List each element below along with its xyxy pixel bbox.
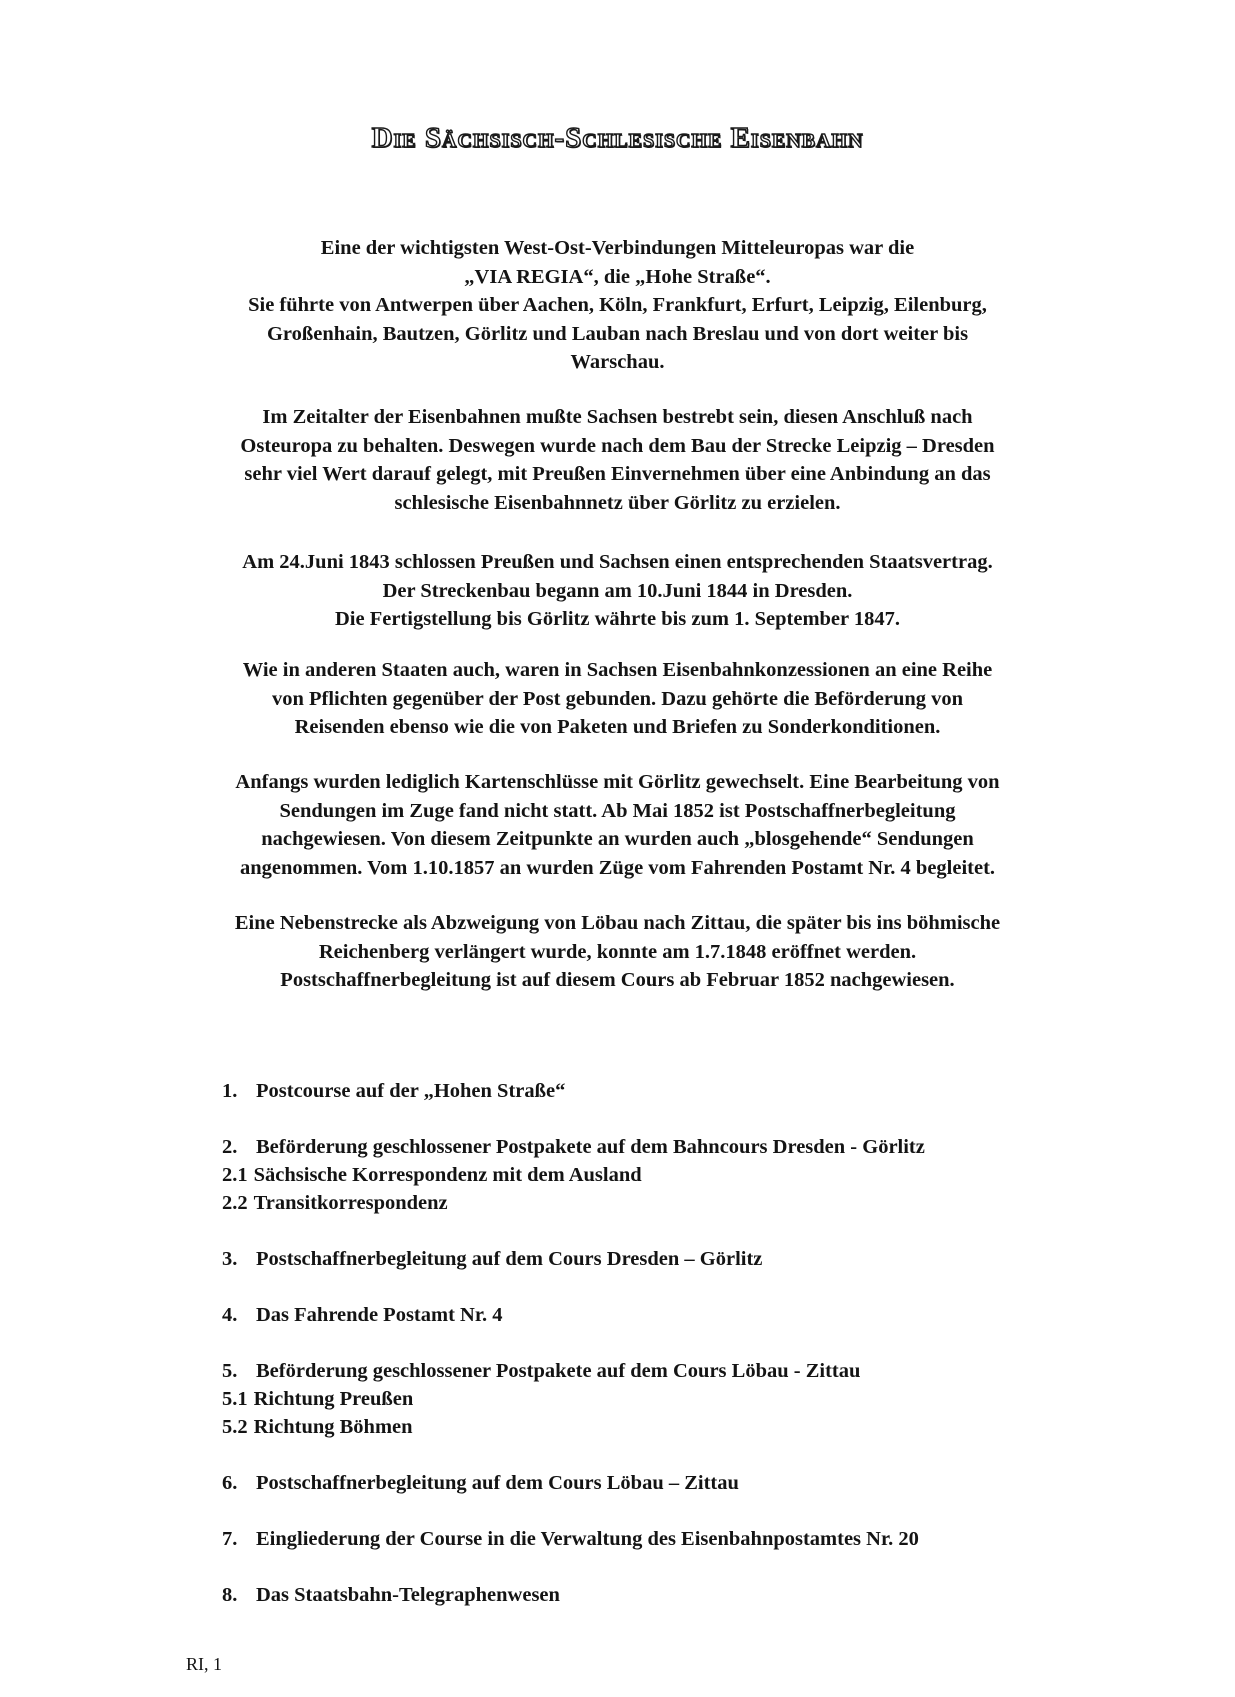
text-line: schlesische Eisenbahnnetz über Görlitz zu erzielen. [394,491,841,514]
toc-item-6 [222,1469,1122,1497]
toc-number: 8. [222,1584,238,1606]
text-line: nachgewiesen. Von diesem Zeitpunkte an wurden auch „blosgehende“ Sendungen [261,828,974,850]
toc-item-8 [222,1581,1122,1609]
toc-number: 2.2 [222,1192,248,1214]
toc-number: 7. [222,1528,238,1550]
toc-number: 3. [222,1248,238,1270]
toc-text: Richtung Preußen [253,1388,414,1410]
toc-text: Beförderung geschlossener Postpakete auf dem Bahncours Dresden - Görlitz [256,1136,925,1158]
text-line: Anfangs wurden lediglich Kartenschlüsse mit Görlitz gewechselt. Eine Bearbeitung von [235,771,1000,793]
toc-text: Richtung Böhmen [253,1416,413,1438]
text-line: „VIA REGIA“, die „Hohe Straße“. [464,265,771,288]
toc-number: 4. [222,1304,238,1326]
toc-number: 5.1 [222,1388,248,1410]
text-line: Großenhain, Bautzen, Görlitz und Lauban nach Breslau und von dort weiter bis [266,322,969,345]
paragraph-eisenbahnzeitalter [150,403,1085,517]
paragraph-via-regia [150,234,1085,377]
toc-number: 2.1 [222,1164,248,1186]
toc-item-1 [222,1077,1122,1105]
toc-text: Beförderung geschlossener Postpakete auf dem Cours Löbau - Zittau [256,1360,861,1382]
text-line: Sendungen im Zuge fand nicht statt. Ab Mai 1852 ist Postschaffnerbegleitung [279,799,956,822]
toc-text: Das Staatsbahn-Telegraphenwesen [256,1584,560,1606]
text-line: Wie in anderen Staaten auch, waren in Sachsen Eisenbahnkonzessionen an eine Reihe [242,659,993,681]
page-footer-reference: RI, 1 [186,1654,222,1674]
text-line: Osteuropa zu behalten. Deswegen wurde nach dem Bau der Strecke Leipzig – Dresden [240,434,995,457]
paragraph-nebenstrecke [150,909,1085,995]
toc-item-4 [222,1301,1122,1329]
toc-text: Transitkorrespondenz [253,1192,448,1214]
toc-number: 6. [222,1472,238,1494]
toc-item-2 [222,1133,1122,1161]
toc-item-3 [222,1245,1122,1273]
toc-number: 5. [222,1360,238,1382]
toc-number: 5.2 [222,1416,248,1438]
text-line: Reichenberg verlängert wurde, konnte am 1.7.1848 eröffnet werden. [318,940,917,963]
toc-text: Sächsische Korrespondenz mit dem Ausland [253,1164,642,1186]
text-line: Am 24.Juni 1843 schlossen Preußen und Sachsen einen entsprechenden Staatsvertrag. [242,551,993,573]
text-line: Eine der wichtigsten West-Ost-Verbindungen Mitteleuropas war die [320,237,915,259]
text-line: Der Streckenbau begann am 10.Juni 1844 in Dresden. [382,579,853,602]
text-line: Eine Nebenstrecke als Abzweigung von Löbau nach Zittau, die später bis ins böhmische [234,912,1001,934]
page-title: Die Sächsisch-Schlesische Eisenbahn [371,122,864,154]
toc-item-5-1 [222,1385,1122,1413]
text-line: Warschau. [570,351,665,373]
toc-text: Postschaffnerbegleitung auf dem Cours Dresden – Görlitz [256,1248,763,1270]
text-line: Reisenden ebenso wie die von Paketen und Briefen zu Sonderkonditionen. [294,716,941,738]
paragraph-konzessionen [150,656,1085,742]
text-line: Postschaffnerbegleitung ist auf diesem Cours ab Februar 1852 nachgewiesen. [280,969,955,991]
toc-number: 2. [222,1136,238,1158]
text-line: sehr viel Wert darauf gelegt, mit Preußen Einvernehmen über eine Anbindung an das [244,463,991,485]
toc-text: Eingliederung der Course in die Verwaltung des Eisenbahnpostamtes Nr. 20 [256,1528,919,1550]
toc-text: Postschaffnerbegleitung auf dem Cours Löbau – Zittau [256,1472,739,1494]
text-line: von Pflichten gegenüber der Post gebunden. Dazu gehörte die Beförderung von [271,687,964,710]
toc-text: Postcourse auf der „Hohen Straße“ [256,1080,566,1102]
table-of-contents [222,1077,1122,1609]
toc-item-5-2 [222,1413,1122,1441]
toc-number: 1. [222,1080,238,1102]
toc-item-7 [222,1525,1122,1553]
text-line: angenommen. Vom 1.10.1857 an wurden Züge vom Fahrenden Postamt Nr. 4 begleitet. [239,856,996,879]
paragraph-staatsvertrag [150,548,1085,634]
toc-text: Das Fahrende Postamt Nr. 4 [256,1304,503,1326]
text-line: Die Fertigstellung bis Görlitz währte bis zum 1. September 1847. [334,608,900,630]
toc-item-2-2 [222,1189,1122,1217]
toc-item-5 [222,1357,1122,1385]
text-line: Im Zeitalter der Eisenbahnen mußte Sachsen bestrebt sein, diesen Anschluß nach [262,406,973,428]
paragraph-kartenschluesse [150,768,1085,882]
toc-item-2-1 [222,1161,1122,1189]
text-line: Sie führte von Antwerpen über Aachen, Köln, Frankfurt, Erfurt, Leipzig, Eilenburg, [248,294,987,316]
